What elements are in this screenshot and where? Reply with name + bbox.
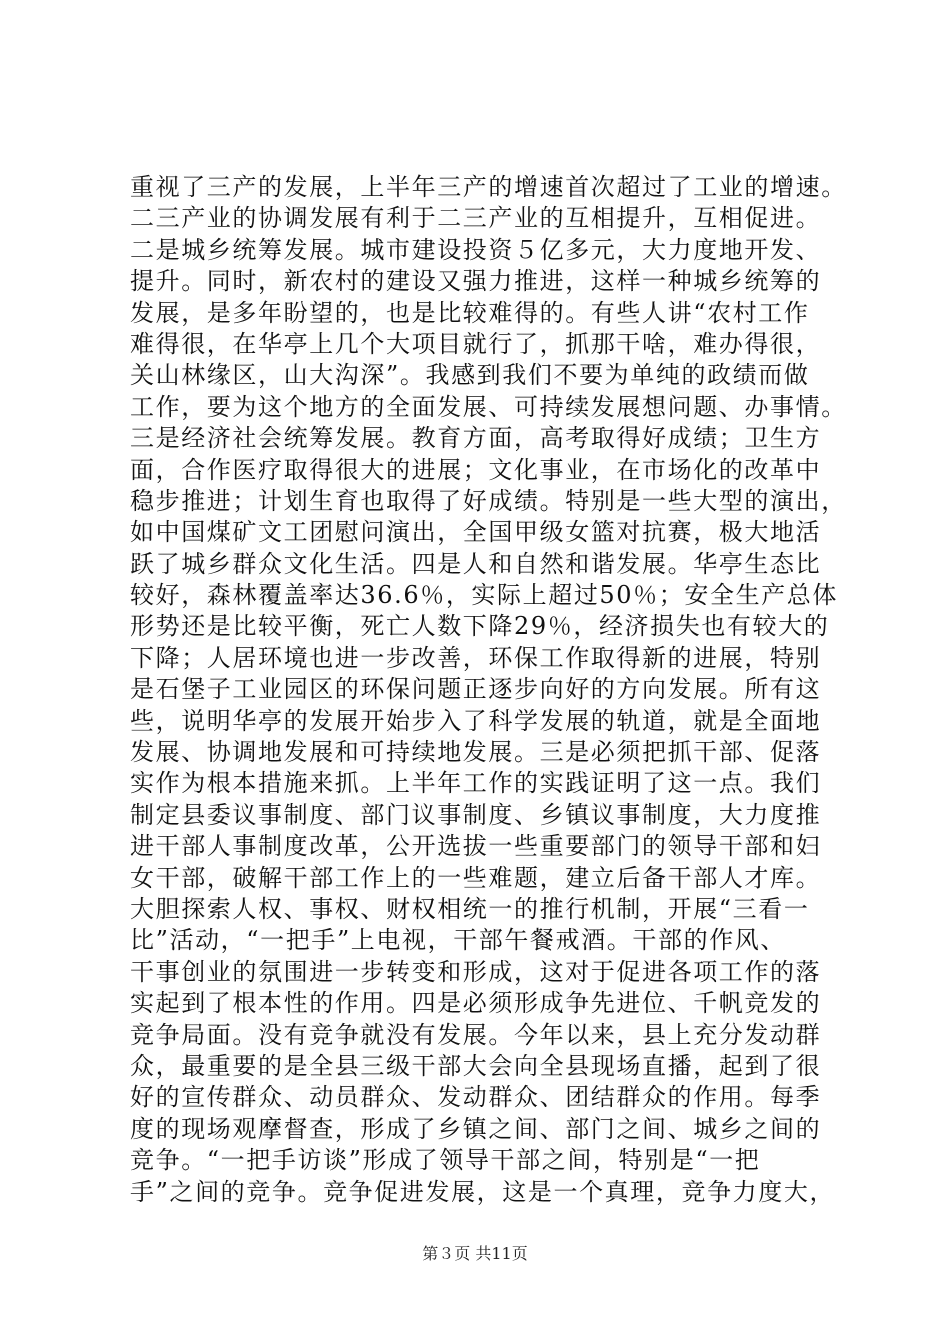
text-line: 形势还是比较平衡，死亡人数下降29％，经济损失也有较大的 [130, 612, 830, 641]
text-line: 难得很，在华亭上几个大项目就行了，抓那干啥，难办得很， [130, 329, 822, 358]
text-line: 大胆探索人权、事权、财权相统一的推行机制，开展“三看一 [130, 894, 810, 923]
text-line: 实起到了根本性的作用。四是必须形成争先进位、千帆竞发的 [130, 989, 822, 1018]
body-text [130, 172, 860, 1208]
text-line: 是石堡子工业园区的环保问题正逐步向好的方向发展。所有这 [130, 675, 822, 704]
text-line: 重视了三产的发展，上半年三产的增速首次超过了工业的增速。 [130, 173, 847, 201]
text-line: 面，合作医疗取得很大的进展；文化事业，在市场化的改革中 [130, 455, 822, 484]
page-footer: 第３页 共11页 [422, 1244, 528, 1263]
text-line: 较好，森林覆盖率达36.6％，实际上超过50％；安全生产总体 [130, 581, 838, 610]
text-line: 实作为根本措施来抓。上半年工作的实践证明了这一点。我们 [130, 769, 822, 798]
text-line: 如中国煤矿文工团慰问演出，全国甲级女篮对抗赛，极大地活 [130, 518, 822, 547]
text-line: 二是城乡统筹发展。城市建设投资５亿多元，大力度地开发、 [130, 235, 822, 264]
text-line: 发展、协调地发展和可持续地发展。三是必须把抓干部、促落 [130, 738, 822, 767]
text-line: 三是经济社会统筹发展。教育方面，高考取得好成绩；卫生方 [130, 424, 822, 453]
text-line: 度的现场观摩督查，形成了乡镇之间、部门之间、城乡之间的 [130, 1114, 822, 1143]
text-line: 提升。同时，新农村的建设又强力推进，这样一种城乡统筹的 [130, 267, 822, 296]
text-line: 二三产业的协调发展有利于二三产业的互相提升，互相促进。 [130, 204, 822, 233]
text-line: 关山林缘区，山大沟深”。我感到我们不要为单纯的政绩而做 [130, 361, 810, 390]
text-line: 女干部，破解干部工作上的一些难题，建立后备干部人才库。 [130, 863, 822, 892]
text-line: 比”活动，“一把手”上电视，干部午餐戒酒。干部的作风、 [130, 926, 787, 955]
text-line: 竞争局面。没有竞争就没有发展。今年以来，县上充分发动群 [130, 1020, 822, 1049]
text-line: 干事创业的氛围进一步转变和形成，这对于促进各项工作的落 [130, 957, 822, 986]
text-line: 好的宣传群众、动员群众、发动群众、团结群众的作用。每季 [130, 1083, 822, 1112]
text-line: 工作，要为这个地方的全面发展、可持续发展想问题、办事情。 [130, 392, 847, 421]
text-line: 发展，是多年盼望的，也是比较难得的。有些人讲“农村工作 [130, 298, 810, 327]
text-line: 进干部人事制度改革，公开选拔一些重要部门的领导干部和妇 [130, 832, 822, 861]
text-line: 手”之间的竞争。竞争促进发展，这是一个真理，竞争力度大， [130, 1177, 836, 1206]
text-line: 竞争。“一把手访谈”形成了领导干部之间，特别是“一把 [130, 1146, 761, 1175]
text-line: 制定县委议事制度、部门议事制度、乡镇议事制度，大力度推 [130, 800, 822, 829]
text-line: 下降；人居环境也进一步改善，环保工作取得新的进展，特别 [130, 643, 822, 672]
text-line: 稳步推进；计划生育也取得了好成绩。特别是一些大型的演出， [130, 486, 847, 515]
text-line: 众，最重要的是全县三级干部大会向全县现场直播，起到了很 [130, 1051, 822, 1080]
text-line: 跃了城乡群众文化生活。四是人和自然和谐发展。华亭生态比 [130, 549, 822, 578]
text-line: 些，说明华亭的发展开始步入了科学发展的轨道，就是全面地 [130, 706, 822, 735]
